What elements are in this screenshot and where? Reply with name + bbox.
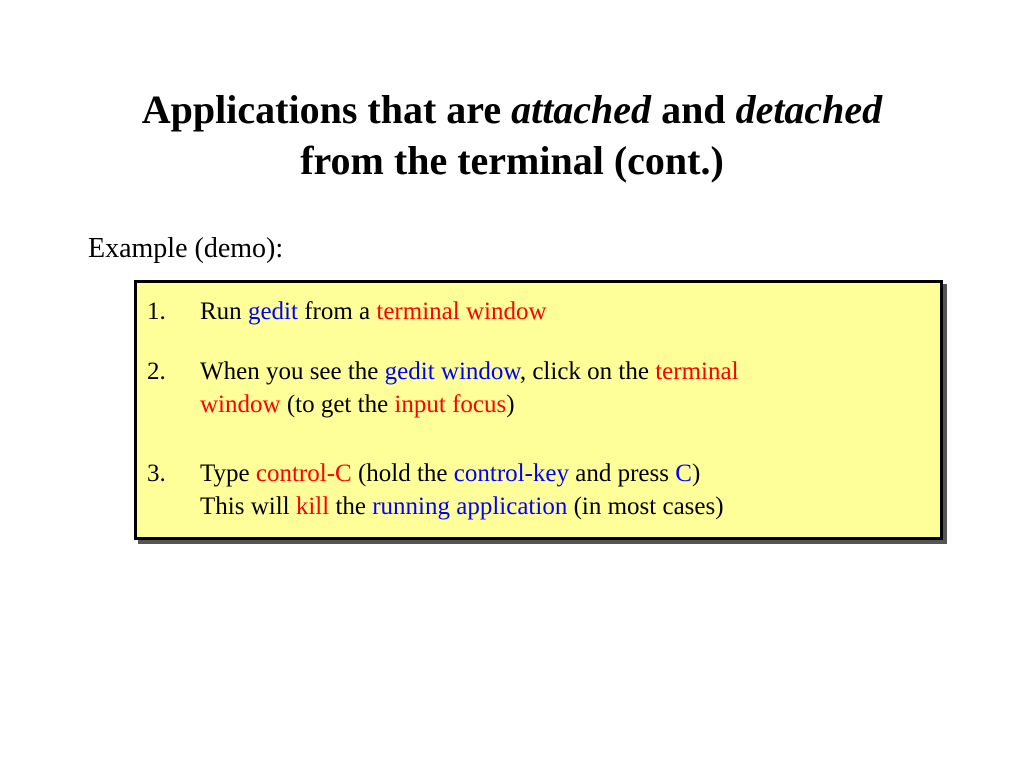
highlight-window: window xyxy=(200,391,281,418)
step-text-plain: ) xyxy=(691,460,701,487)
step-text-plain: Run xyxy=(200,298,242,325)
title-prefix: Applications that are xyxy=(141,87,502,132)
highlight-kill: kill xyxy=(295,493,330,520)
title-line2: from the terminal (cont.) xyxy=(300,138,724,183)
example-label: Example (demo): xyxy=(88,233,284,264)
step-text-plain: When you see the xyxy=(200,358,379,385)
highlight-terminal-window: terminal window xyxy=(376,298,547,325)
step-text xyxy=(200,457,940,523)
highlight-terminal: terminal xyxy=(655,358,739,385)
step-text xyxy=(200,355,940,421)
highlight-running-application: running application xyxy=(372,493,568,520)
step-number: 3. xyxy=(147,460,166,487)
highlight-c: C xyxy=(675,460,692,487)
title-line1 xyxy=(142,87,882,132)
step-text-plain: and press xyxy=(575,460,669,487)
step-text-plain: from a xyxy=(304,298,371,325)
title-and: and xyxy=(661,87,726,132)
highlight-gedit: gedit xyxy=(247,298,298,325)
step-text xyxy=(200,295,940,328)
highlight-input-focus: input focus xyxy=(394,391,507,418)
highlight-control-key: control-key xyxy=(453,460,570,487)
slide-title xyxy=(0,84,1024,186)
step-number: 2. xyxy=(147,358,166,385)
highlight-control-c: control-C xyxy=(255,460,352,487)
step-text-plain: (in most cases) xyxy=(573,493,724,520)
steps-box xyxy=(134,280,943,540)
step-text-plain: ) xyxy=(506,391,515,418)
step-text-plain: , click on the xyxy=(519,358,649,385)
step-text-plain: (hold the xyxy=(357,460,448,487)
step-text-plain: (to get the xyxy=(286,391,389,418)
step-number: 1. xyxy=(147,298,166,325)
highlight-gedit-window: gedit window xyxy=(384,358,520,385)
step-text-plain: This will xyxy=(200,493,290,520)
step-text-plain: Type xyxy=(200,460,250,487)
step-text-plain: the xyxy=(335,493,366,520)
title-detached: detached xyxy=(735,87,883,132)
title-attached: attached xyxy=(511,87,652,132)
